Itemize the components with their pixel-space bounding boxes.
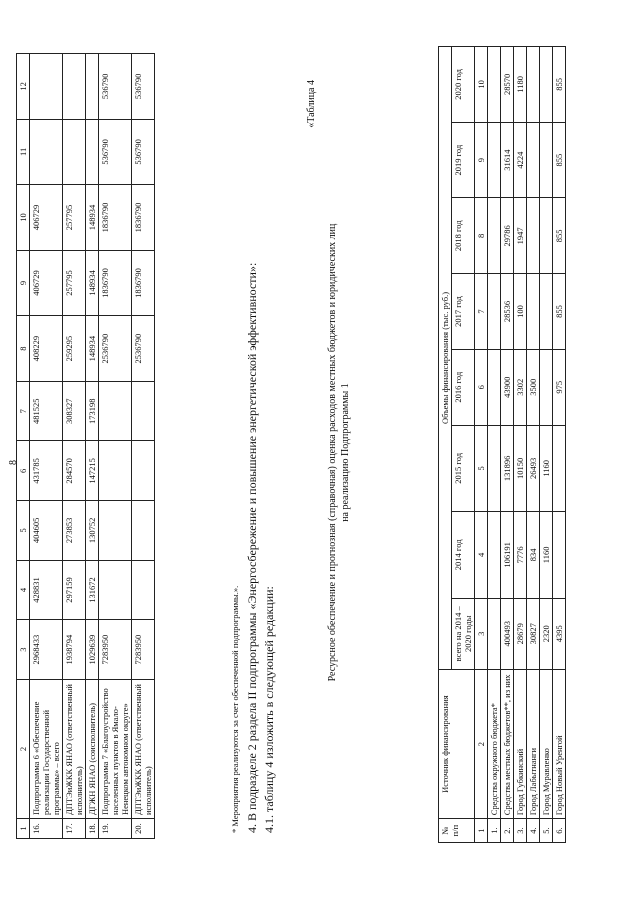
- header-number: № п/п: [439, 819, 475, 843]
- table-row: [553, 47, 566, 843]
- table-cell: 4: [17, 560, 30, 620]
- table-cell: 17.: [63, 819, 86, 839]
- table-cell: 3.: [514, 819, 527, 843]
- table-cell: 1836790: [99, 185, 132, 251]
- table-cell: 130752: [86, 501, 99, 561]
- table-cell: 16.: [30, 819, 63, 839]
- table-cell: [553, 512, 566, 599]
- table-cell: 1938794: [63, 620, 86, 680]
- table-cell: 834: [527, 512, 540, 599]
- table-cell: 1: [475, 819, 488, 843]
- header-year-2016: 2016 год: [452, 349, 475, 425]
- table-cell: 3: [17, 620, 30, 680]
- header-volumes: Объемы финансирования (тыс. руб.): [439, 47, 452, 670]
- table-cell: Город Новый Уренгой: [553, 669, 566, 818]
- table-cell: 855: [553, 198, 566, 274]
- table-cell: 855: [553, 122, 566, 198]
- table-row: [99, 54, 132, 839]
- table-cell: 1029639: [86, 620, 99, 680]
- table-cell: 31614: [501, 122, 514, 198]
- table-cell: 3302: [514, 349, 527, 425]
- table-header-row: [17, 54, 30, 839]
- header-year-2017: 2017 год: [452, 274, 475, 350]
- table-cell: 7283950: [132, 620, 155, 680]
- table-row: [63, 54, 86, 839]
- table-cell: 9: [475, 122, 488, 198]
- table-cell: 975: [553, 349, 566, 425]
- table-cell: 406729: [30, 250, 63, 316]
- table-cell: 43900: [501, 349, 514, 425]
- table-cell: 173198: [86, 381, 99, 441]
- table-cell: 147215: [86, 441, 99, 501]
- table-cell: 8: [17, 316, 30, 382]
- table-cell: 2536790: [99, 316, 132, 382]
- table-cell: 19.: [99, 819, 132, 839]
- table-cell: 536790: [132, 54, 155, 120]
- table-row: [86, 54, 99, 839]
- table-cell: [488, 198, 501, 274]
- table-cell: 10: [475, 47, 488, 123]
- table-cell: 2.: [501, 819, 514, 843]
- table-cell: Город Губкинский: [514, 669, 527, 818]
- table-cell: Подпрограмма 7 «Благоустройство населенных пунктов в Ямало-Ненецком автономном округе»: [99, 680, 132, 819]
- table-cell: 20.: [132, 819, 155, 839]
- table-cell: [540, 198, 553, 274]
- table-cell: 28536: [501, 274, 514, 350]
- table-cell: 10150: [514, 425, 527, 512]
- table-cell: [86, 119, 99, 185]
- table-label: «Таблица 4: [306, 80, 317, 128]
- table-cell: 8: [475, 198, 488, 274]
- table-cell: 7: [17, 381, 30, 441]
- table-row: [132, 54, 155, 839]
- table-cell: [540, 122, 553, 198]
- table-cell: 9: [17, 250, 30, 316]
- table-cell: 2: [475, 669, 488, 818]
- table-cell: ДПТЭиЖКК ЯНАО (ответственный исполнитель): [132, 680, 155, 819]
- table-cell: 284570: [63, 441, 86, 501]
- table-cell: 12: [17, 54, 30, 120]
- table-row: [488, 47, 501, 843]
- table-cell: 148934: [86, 316, 99, 382]
- table-row: [514, 47, 527, 843]
- table-cell: 4: [475, 512, 488, 599]
- funding-table: [438, 46, 566, 843]
- table-cell: [99, 560, 132, 620]
- table-cell: [63, 119, 86, 185]
- table-cell: 273853: [63, 501, 86, 561]
- header-year-2020: 2020 год: [452, 47, 475, 123]
- table-cell: 18.: [86, 819, 99, 839]
- table-cell: 5: [475, 425, 488, 512]
- table-cell: [488, 122, 501, 198]
- table-cell: ДГЖН ЯНАО (соисполнитель): [86, 680, 99, 819]
- table-cell: Город Лабытнанги: [527, 669, 540, 818]
- table-cell: 257795: [63, 250, 86, 316]
- table-cell: 26493: [527, 425, 540, 512]
- table-cell: [30, 119, 63, 185]
- table-cell: 2968433: [30, 620, 63, 680]
- table-caption-line-1: Ресурсное обеспечение и прогнозная (справочная) оценка расходов местных бюджетов и юридических лиц: [327, 223, 338, 682]
- header-total: всего на 2014 – 2020 годы: [452, 598, 475, 669]
- table-cell: 3: [475, 598, 488, 669]
- table-cell: 1836790: [99, 250, 132, 316]
- table-cell: 4.: [527, 819, 540, 843]
- table-cell: 1180: [514, 47, 527, 123]
- table-cell: 855: [553, 47, 566, 123]
- table-cell: 4395: [553, 598, 566, 669]
- table-cell: 6.: [553, 819, 566, 843]
- table-cell: 1.: [488, 819, 501, 843]
- table-cell: 2: [17, 680, 30, 819]
- table-cell: [132, 560, 155, 620]
- table-cell: 5: [17, 501, 30, 561]
- table-row: [501, 47, 514, 843]
- table-cell: 297159: [63, 560, 86, 620]
- table-row: [540, 47, 553, 843]
- table-cell: [488, 598, 501, 669]
- table-cell: 2320: [540, 598, 553, 669]
- table-row: [30, 54, 63, 839]
- table-cell: [540, 349, 553, 425]
- table-cell: 855: [553, 274, 566, 350]
- table-cell: 131896: [501, 425, 514, 512]
- table-cell: [488, 274, 501, 350]
- table-cell: 6: [17, 441, 30, 501]
- table-cell: [30, 54, 63, 120]
- table-cell: 259295: [63, 316, 86, 382]
- table-cell: [63, 54, 86, 120]
- table-cell: 5.: [540, 819, 553, 843]
- table-cell: 257795: [63, 185, 86, 251]
- table-cell: 431785: [30, 441, 63, 501]
- table-cell: ДПТЭиЖКК ЯНАО (ответственный исполнитель): [63, 680, 86, 819]
- table-row: [527, 47, 540, 843]
- table-cell: 481525: [30, 381, 63, 441]
- table-cell: [527, 47, 540, 123]
- table-cell: [132, 501, 155, 561]
- table-cell: 2536790: [132, 316, 155, 382]
- table-cell: 30827: [527, 598, 540, 669]
- page-number: 8: [8, 460, 19, 465]
- table-cell: 106191: [501, 512, 514, 599]
- table-caption-line-2: на реализацию Подпрограммы 1: [340, 383, 351, 522]
- table-cell: [488, 47, 501, 123]
- table-cell: 4224: [514, 122, 527, 198]
- table-cell: 1: [17, 819, 30, 839]
- table-cell: [99, 441, 132, 501]
- table-cell: 536790: [99, 54, 132, 120]
- table-cell: [527, 198, 540, 274]
- table-cell: Средства окружного бюджета*: [488, 669, 501, 818]
- table-cell: 308327: [63, 381, 86, 441]
- table-cell: 1160: [540, 425, 553, 512]
- table-cell: [527, 274, 540, 350]
- table-cell: [132, 441, 155, 501]
- table-cell: 7: [475, 274, 488, 350]
- header-year-2018: 2018 год: [452, 198, 475, 274]
- table-cell: 1160: [540, 512, 553, 599]
- table-cell: 6: [475, 349, 488, 425]
- table-cell: 7776: [514, 512, 527, 599]
- table-number-row: [475, 47, 488, 843]
- table-cell: Подпрограмма 6 «Обеспечение реализации Государственной программы» – всего: [30, 680, 63, 819]
- table-cell: [540, 274, 553, 350]
- table-cell: 3500: [527, 349, 540, 425]
- table-cell: 408229: [30, 316, 63, 382]
- table-cell: 28570: [501, 47, 514, 123]
- header-year-2014: 2014 год: [452, 512, 475, 599]
- table-cell: 404605: [30, 501, 63, 561]
- table-cell: 100: [514, 274, 527, 350]
- table-cell: [132, 381, 155, 441]
- table-cell: [553, 425, 566, 512]
- table-cell: [99, 381, 132, 441]
- table-cell: 11: [17, 119, 30, 185]
- table-cell: [99, 501, 132, 561]
- table-cell: [488, 349, 501, 425]
- table-cell: 406729: [30, 185, 63, 251]
- table-cell: [488, 512, 501, 599]
- table-cell: [527, 122, 540, 198]
- table-cell: 1947: [514, 198, 527, 274]
- subprogram-table: [16, 53, 155, 839]
- table-cell: 28679: [514, 598, 527, 669]
- table-cell: Средства местных бюджетов**, из них: [501, 669, 514, 818]
- table-cell: 536790: [132, 119, 155, 185]
- table-cell: 7283950: [99, 620, 132, 680]
- paragraph-4-1: 4.1. таблицу 4 изложить в следующей редакции:: [262, 586, 276, 833]
- header-source: Источник финансирования: [439, 669, 475, 818]
- table-cell: 536790: [99, 119, 132, 185]
- table-cell: 148934: [86, 250, 99, 316]
- table-cell: 148934: [86, 185, 99, 251]
- table-cell: [86, 54, 99, 120]
- footnote: * Мероприятия реализуются за счет обеспеченной подпрограммы.».: [230, 585, 240, 833]
- table-cell: 29786: [501, 198, 514, 274]
- table-cell: 1836790: [132, 185, 155, 251]
- table-cell: 400493: [501, 598, 514, 669]
- table-cell: 428831: [30, 560, 63, 620]
- table-cell: [488, 425, 501, 512]
- header-year-2019: 2019 год: [452, 122, 475, 198]
- table-cell: 10: [17, 185, 30, 251]
- table-cell: 1836790: [132, 250, 155, 316]
- table-cell: 131672: [86, 560, 99, 620]
- table-cell: [540, 47, 553, 123]
- table-cell: Город Муравленко: [540, 669, 553, 818]
- paragraph-4: 4. В подразделе 2 раздела II подпрограммы «Энергосбережение и повышение энергетической эффективности»:: [245, 262, 259, 833]
- header-year-2015: 2015 год: [452, 425, 475, 512]
